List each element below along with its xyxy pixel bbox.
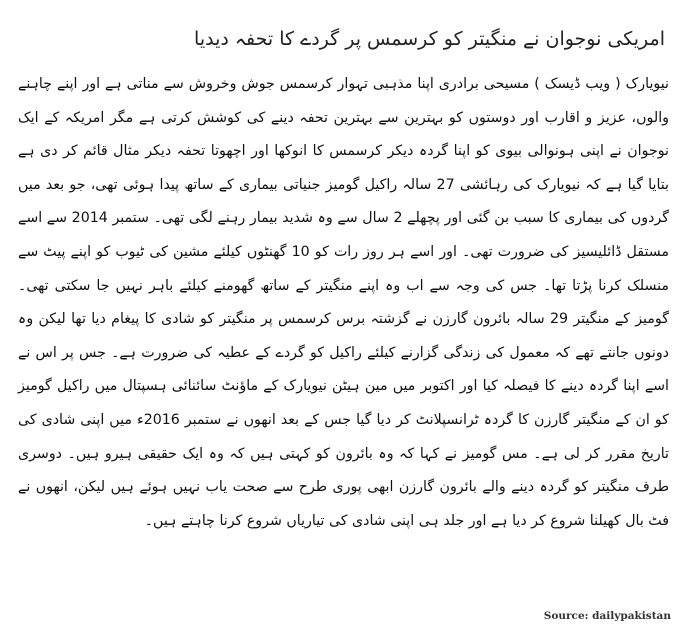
source-credit: Source: dailypakistan	[543, 610, 671, 622]
article-headline: امریکی نوجوان نے منگیتر کو کرسمس پر گردے کا تحفہ دیدیا	[194, 28, 665, 50]
article-body: نیویارک ( ویب ڈیسک ) مسیحی برادری اپنا مذہبی تہوار کرسمس جوش وخروش سے مناتی ہے اور اپنے چاہنے والوں، عزیز و اقارب اور دوستوں کو بہترین سے بہترین تحفہ دینے کی کوشش کرتی ہے مگر امریکہ کے ایک نوجوان نے اپنی ہونوالی بیوی کو اپنا گردہ دیکر کرسمس کا انوکھا اور اچھوتا تحفہ دیکر مثال قائم کر دی ہے بتایا گیا ہے کہ نیویارک کی رہائشی 27 سالہ راکیل گومیز جنیاتی بیماری کے ساتھ پیدا ہوئی تھی، جو بعد میں گردوں کی بیماری کا سبب بن گئی اور پچھلے 2 سال سے وہ شدید بیمار رہنے لگی تھی۔ ستمبر 2014 سے اسے مستقل ڈائلیسیز کی ضرورت تھی۔ اور اسے ہر روز رات کو 10 گھنٹوں کیلئے مشین کی ٹیوب کو اپنے پیٹ سے منسلک کرنا پڑتا تھا۔ جس کی وجہ سے اب وہ اپنے منگیتر کے ساتھ گھومنے کیلئے باہر نہیں جا سکتی تھی۔ گومیز کے منگیتر 29 سالہ بائرون گارزن نے گزشتہ برس کرسمس پر منگیتر کو شادی کا پیغام دیا تھا لیکن وہ دونوں جانتے تھے کہ معمول کی زندگی گزارنے کیلئے راکیل کو گردے کے عطیہ کی ضرورت ہے۔ جس پر اس نے اسے اپنا گردہ دینے کا فیصلہ کیا اور اکتوبر میں مین ہیٹن نیویارک کے ماؤنٹ سائنائی ہسپتال میں راکیل گومیز کو ان کے منگیتر گارزن کا گردہ ٹرانسپلانٹ کر دیا گیا جس کے بعد انھوں نے ستمبر 2016ء میں اپنی شادی کی تاریخ مقرر کر لی ہے۔ مس گومیز نے کہا کہ وہ بائرون کو کہتی ہیں کہ وہ ایک حقیقی ہیرو ہیں۔ دوسری طرف منگیتر کو گردہ دینے والے بائرون گارزن ابھی پوری طرح سے صحت یاب نہیں ہوئے ہیں لیکن، انھوں نے فٹ بال کھیلنا شروع کر دیا ہے اور جلد ہی اپنی شادی کی تیاریاں شروع کرنا چاہتے ہیں۔	[18, 76, 670, 529]
